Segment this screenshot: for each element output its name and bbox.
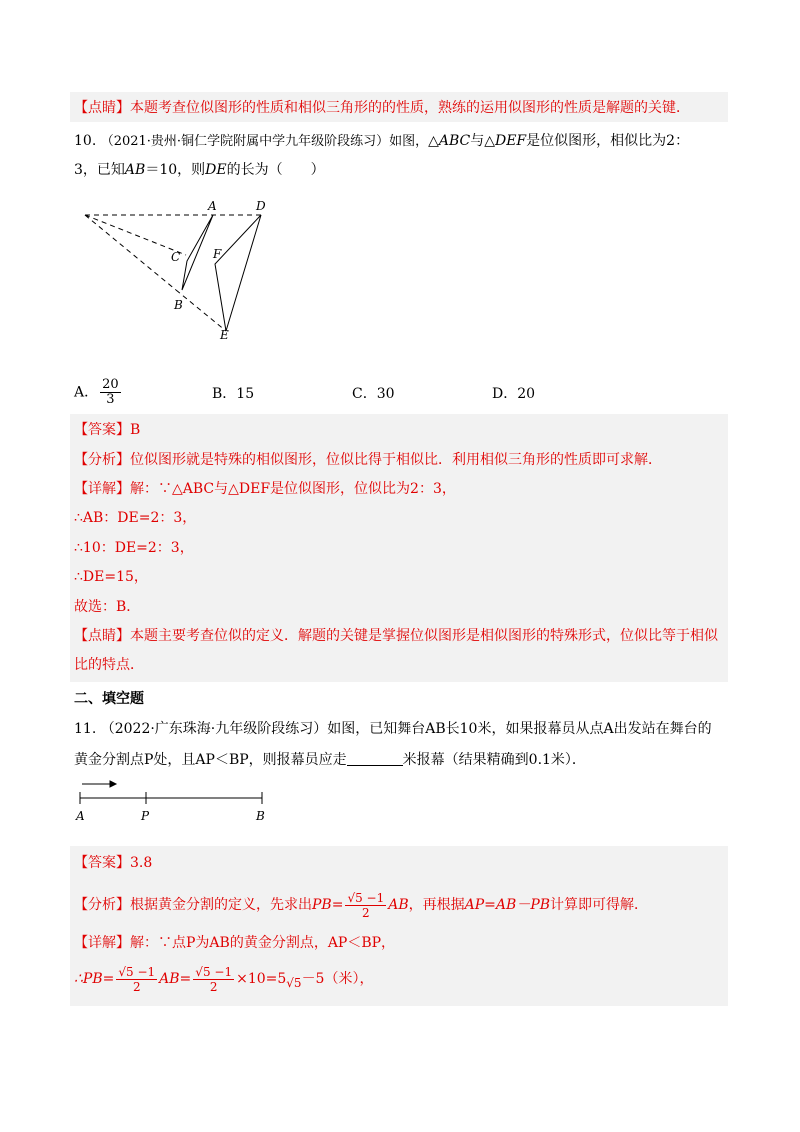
option-a-numerator: 20 bbox=[102, 377, 119, 392]
stem-text: （2022·广东珠海·九年级阶段练习）如图，已知舞台AB长10米，如果报幕员从点A出发站在舞台的 bbox=[100, 721, 712, 737]
stem-text: 黄金分割点P处，且AP＜BP，则报幕员应走 bbox=[74, 752, 347, 768]
analysis-text: 根据黄金分割的定义，先求出 bbox=[130, 897, 312, 913]
option-b[interactable]: B．15 bbox=[212, 386, 255, 402]
tip-tag: 【点睛】 bbox=[74, 100, 130, 116]
analysis-tag: 【分析】 bbox=[74, 452, 130, 468]
pb-expr: PB= bbox=[312, 897, 344, 913]
fraction-numerator: √5 −1 bbox=[347, 890, 385, 905]
label-a: A bbox=[76, 809, 85, 823]
label-a: A bbox=[208, 199, 217, 213]
analysis-text: ，再根据 bbox=[408, 897, 465, 913]
analysis-text: 计算即可得解． bbox=[550, 897, 649, 913]
label-e: E bbox=[220, 328, 229, 342]
detail-line: 解：∵点P为AB的黄金分割点，AP＜BP， bbox=[130, 935, 396, 951]
q11-detail bbox=[74, 933, 395, 953]
q11-analysis bbox=[74, 888, 648, 922]
q10-answer bbox=[74, 420, 140, 440]
tip-text: 本题考查位似图形的性质和相似三角形的的性质，熟练的运用似图形的性质是解题的关键． bbox=[130, 100, 690, 116]
question-number: 10. bbox=[74, 133, 97, 149]
q10-detail bbox=[74, 479, 456, 499]
dashed-line-of bbox=[85, 215, 186, 255]
q10-options bbox=[74, 366, 634, 406]
stem-text: 米报幕（结果精确到0.1米）． bbox=[402, 752, 586, 768]
ab-expr: AB bbox=[388, 897, 409, 913]
fraction-numerator: √5 −1 bbox=[195, 964, 233, 979]
section-title: 二、填空题 bbox=[74, 691, 144, 707]
fraction-numerator: √5 −1 bbox=[118, 964, 156, 979]
q11-figure bbox=[70, 778, 280, 826]
question-source: （2021·贵州·铜仁学院附属中学九年级阶段练习）如图， bbox=[100, 134, 429, 149]
answer-tag: 【答案】 bbox=[74, 422, 130, 438]
dashed-line-oc bbox=[85, 215, 176, 290]
fraction-denominator: 2 bbox=[362, 905, 370, 920]
q10-detail-4: ∴DE=15， bbox=[74, 569, 148, 585]
option-c[interactable]: C．30 bbox=[352, 386, 395, 402]
tip-text: 本题主要考查位似的定义．解题的关键是掌握位似图形是相似图形的特殊形式，位似比等于相似 bbox=[130, 628, 718, 644]
label-b: B bbox=[256, 809, 265, 823]
triangle-def-shape bbox=[215, 215, 261, 331]
stem-text: 3，已知 bbox=[74, 162, 125, 178]
fraction-denominator: 2 bbox=[132, 979, 141, 994]
stem-text: 的长为（ ） bbox=[226, 162, 325, 178]
dashed-line-be bbox=[176, 290, 226, 331]
answer-tag: 【答案】 bbox=[74, 855, 130, 871]
triangle-abc: △ABC bbox=[428, 133, 471, 149]
q11-stem-line2 bbox=[74, 750, 586, 770]
option-d[interactable]: D．20 bbox=[492, 386, 536, 402]
conj: 与 bbox=[470, 133, 485, 149]
ab-expr: AB= bbox=[159, 971, 192, 987]
label-p: P bbox=[141, 809, 150, 823]
q11-detail-2 bbox=[74, 962, 373, 1000]
q10-detail-2: ∴AB：DE=2：3， bbox=[74, 510, 197, 526]
q10-stem-line1 bbox=[74, 131, 689, 152]
q10-analysis bbox=[74, 450, 662, 470]
answer-value: B bbox=[130, 422, 141, 438]
q11-stem-line1 bbox=[74, 719, 712, 739]
segment-ab: AB bbox=[124, 162, 146, 178]
q10-detail-3: ∴10：DE=2：3， bbox=[74, 540, 194, 556]
label-b: B bbox=[174, 298, 183, 312]
stem-text: ＝10，则 bbox=[145, 162, 206, 178]
q11-answer bbox=[74, 853, 152, 873]
q10-tip bbox=[74, 626, 718, 646]
q10-tip-2: 比的特点． bbox=[74, 657, 144, 673]
option-a[interactable] bbox=[74, 378, 123, 407]
label-d: D bbox=[256, 199, 266, 213]
q10-detail-5: 故选：B． bbox=[74, 599, 141, 615]
stem-text: 是位似图形，相似比为2： bbox=[526, 133, 690, 149]
option-a-denominator: 3 bbox=[106, 392, 115, 407]
answer-value: 3.8 bbox=[130, 855, 153, 871]
analysis-tag: 【分析】 bbox=[74, 897, 130, 913]
q9-tip bbox=[74, 98, 690, 118]
arrow-head bbox=[110, 781, 116, 787]
label-c: C bbox=[171, 250, 181, 264]
pb-expr: ∴PB= bbox=[74, 971, 115, 987]
detail-text: －5（米）， bbox=[301, 971, 374, 987]
tip-tag: 【点睛】 bbox=[74, 628, 130, 644]
fraction-denominator: 2 bbox=[209, 979, 218, 994]
segment-de: DE bbox=[205, 162, 227, 178]
triangle-def: △DEF bbox=[484, 133, 527, 149]
label-f: F bbox=[213, 247, 222, 261]
detail-line: 解：∵△ABC与△DEF是位似图形，位似比为2：3， bbox=[130, 481, 456, 497]
analysis-text: 位似图形就是特殊的相似图形，位似比得于相似比．利用相似三角形的性质即可求解． bbox=[130, 452, 662, 468]
formula: AP=AB－PB bbox=[464, 897, 551, 913]
detail-tag: 【详解】 bbox=[74, 935, 130, 951]
option-a-label: A． bbox=[74, 384, 99, 401]
sqrt-five: √5 bbox=[286, 976, 302, 990]
answer-blank[interactable] bbox=[347, 751, 403, 766]
question-number: 11. bbox=[74, 721, 97, 737]
q10-figure bbox=[75, 198, 285, 343]
triangle-abc-shape bbox=[182, 215, 213, 290]
detail-tag: 【详解】 bbox=[74, 481, 130, 497]
q10-stem-line2 bbox=[74, 160, 325, 180]
detail-text: ×10=5 bbox=[236, 971, 287, 987]
